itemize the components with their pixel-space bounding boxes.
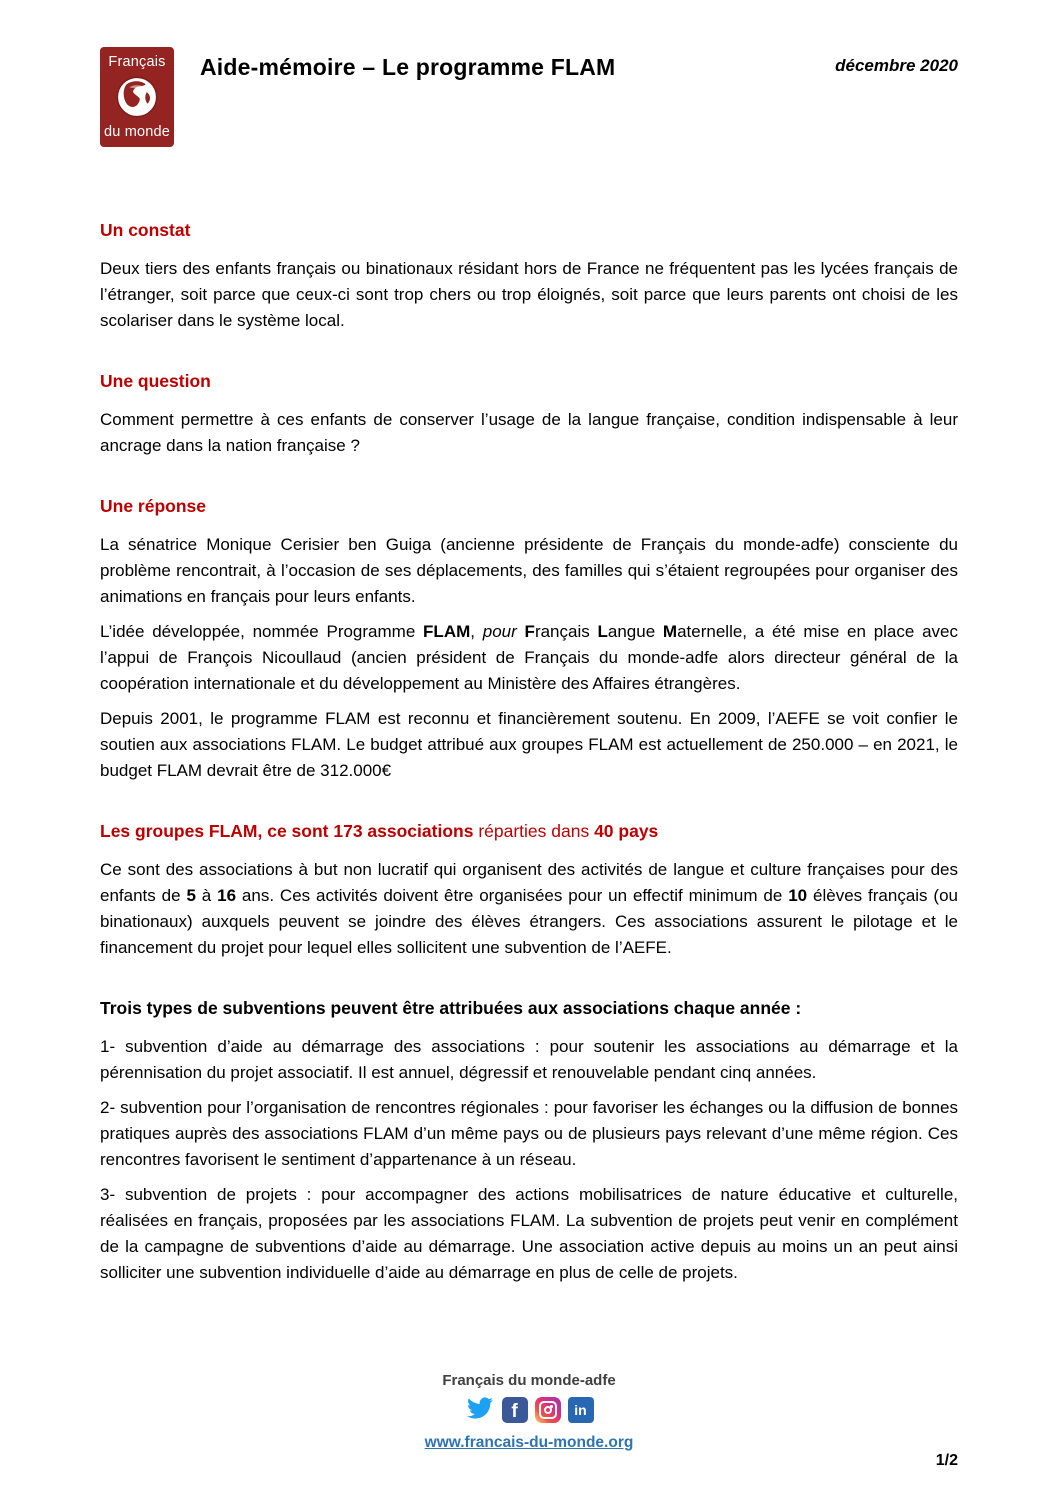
document-body [100,217,958,1286]
instagram-dot [550,1405,553,1408]
text-run: 10 [788,886,808,905]
text-run: réparties dans [478,821,595,841]
text-run: Trois types de subventions peuvent être attribuées aux associations chaque année : [100,998,802,1018]
logo-text-top: Français [108,54,166,70]
footer-org-name: Français du monde-adfe [442,1372,616,1389]
section-heading-groupes-flam [100,818,958,844]
text-run: 40 pays [594,821,659,841]
paragraph-question [100,407,958,459]
document-footer [0,1372,1058,1452]
paragraph-subvention-3 [100,1182,958,1286]
text-run: Comment permettre à ces enfants de conserver l’usage de la langue française, condition indispensable à leur ancrage dans la nation française ? [100,410,958,455]
facebook-icon[interactable]: f [502,1397,528,1423]
twitter-icon[interactable] [465,1395,495,1426]
text-run: 5 [186,886,196,905]
logo-text-bottom: du monde [103,124,171,140]
text-run: 2- subvention pour l’organisation de rencontres régionales : pour favoriser les échanges ou la diffusion de bonnes pratiques auprès des associations FLAM d’un même pays ou de plusieurs pays relevant d’une même région. Ces rencontres favorisent le sentiment d’appartenance à un réseau. [100,1098,958,1169]
paragraph-subvention-1 [100,1034,958,1086]
social-icons-row [0,1395,1058,1425]
text-run: Deux tiers des enfants français ou binationaux résidant hors de France ne fréquentent pas les lycées français de l’étranger, soit parce que ceux-ci sont trop chers ou trop éloignés, soit parce que leurs parents ont choisi de les scolariser dans le système local. [100,259,958,330]
globe-icon [114,74,160,120]
paragraph-constat [100,256,958,334]
paragraph-reponse-1 [100,532,958,610]
paragraph-reponse-3 [100,706,958,784]
section-heading-une-reponse [100,493,958,519]
text-run: L’idée développée, nommée Programme [100,622,424,641]
text-run: 3- subvention de projets : pour accompagner des actions mobilisatrices de nature éducative et culturelle, réalisées en français, proposées par les associations FLAM. La subvention de projets peut venir en complément de la campagne de subventions d’aide au démarrage. Une association active depuis au moins un an peut ainsi solliciter une subvention individuelle d’aide au démarrage en plus de celle de projets. [100,1185,958,1282]
paragraph-reponse-2 [100,619,958,697]
section-heading-une-question [100,368,958,394]
text-run: pour [482,622,517,641]
section-heading-trois-types [100,995,958,1021]
text-run: Les groupes FLAM, ce sont 173 associations [100,821,479,841]
instagram-frame [539,1401,557,1419]
text-run: Une question [100,371,211,391]
text-run: Une réponse [100,496,206,516]
text-run: , [470,622,483,641]
linkedin-icon[interactable]: in [568,1397,594,1423]
text-run: angue [607,622,663,641]
text-run: L [597,622,608,641]
text-run: aternelle, a été mise en place avec l’appui de François Nicoullaud (ancien président de Français du monde-adfe alors directeur général de la coopération internationale et du développement au Ministère des Affaires étrangères. [100,622,958,693]
document-header [100,47,958,147]
francais-du-monde-logo [100,47,174,147]
text-run: à [195,886,218,905]
text-run: Ce sont des associations à but non lucratif qui organisent des activités de langue et culture françaises pour des enfants de [100,860,958,905]
text-run: FLAM [423,622,471,641]
text-run: élèves français (ou binationaux) auxquels peuvent se joindre des élèves étrangers. Ces associations assurent le pilotage et le financement du projet pour lequel elles sollicitent une subvention de l’AEFE. [100,886,958,957]
text-run: F [524,622,535,641]
text-run: M [662,622,678,641]
text-run: ans. Ces activités doivent être organisées pour un effectif minimum de [236,886,789,905]
text-run [517,622,525,641]
text-run: Un constat [100,220,191,240]
document-title: Aide-mémoire – Le programme FLAM [200,54,616,80]
text-run: rançais [534,622,598,641]
text-run: 16 [217,886,237,905]
page-number: 1/2 [935,1452,958,1469]
section-heading-un-constat [100,217,958,243]
paragraph-subvention-2 [100,1095,958,1173]
text-run: La sénatrice Monique Cerisier ben Guiga (ancienne présidente de Français du monde-adfe) consciente du problème rencontrait, à l’occasion de ses déplacements, des familles qui s’étaient regroupées pour organiser des animations en français pour leurs enfants. [100,535,958,606]
website-link[interactable]: www.francais-du-monde.org [424,1434,634,1451]
text-run: 1- subvention d’aide au démarrage des associations : pour soutenir les associations au démarrage et la pérennisation du projet associatif. Il est annuel, dégressif et renouvelable pendant cinq années. [100,1037,958,1082]
document-date: décembre 2020 [835,56,958,75]
paragraph-groupes-flam [100,857,958,961]
text-run: Depuis 2001, le programme FLAM est reconnu et financièrement soutenu. En 2009, l’AEFE se voit confier le soutien aux associations FLAM. Le budget attribué aux groupes FLAM est actuellement de 250.000 – en 2021, le budget FLAM devrait être de 312.000€ [100,709,958,780]
instagram-icon[interactable] [535,1397,561,1423]
